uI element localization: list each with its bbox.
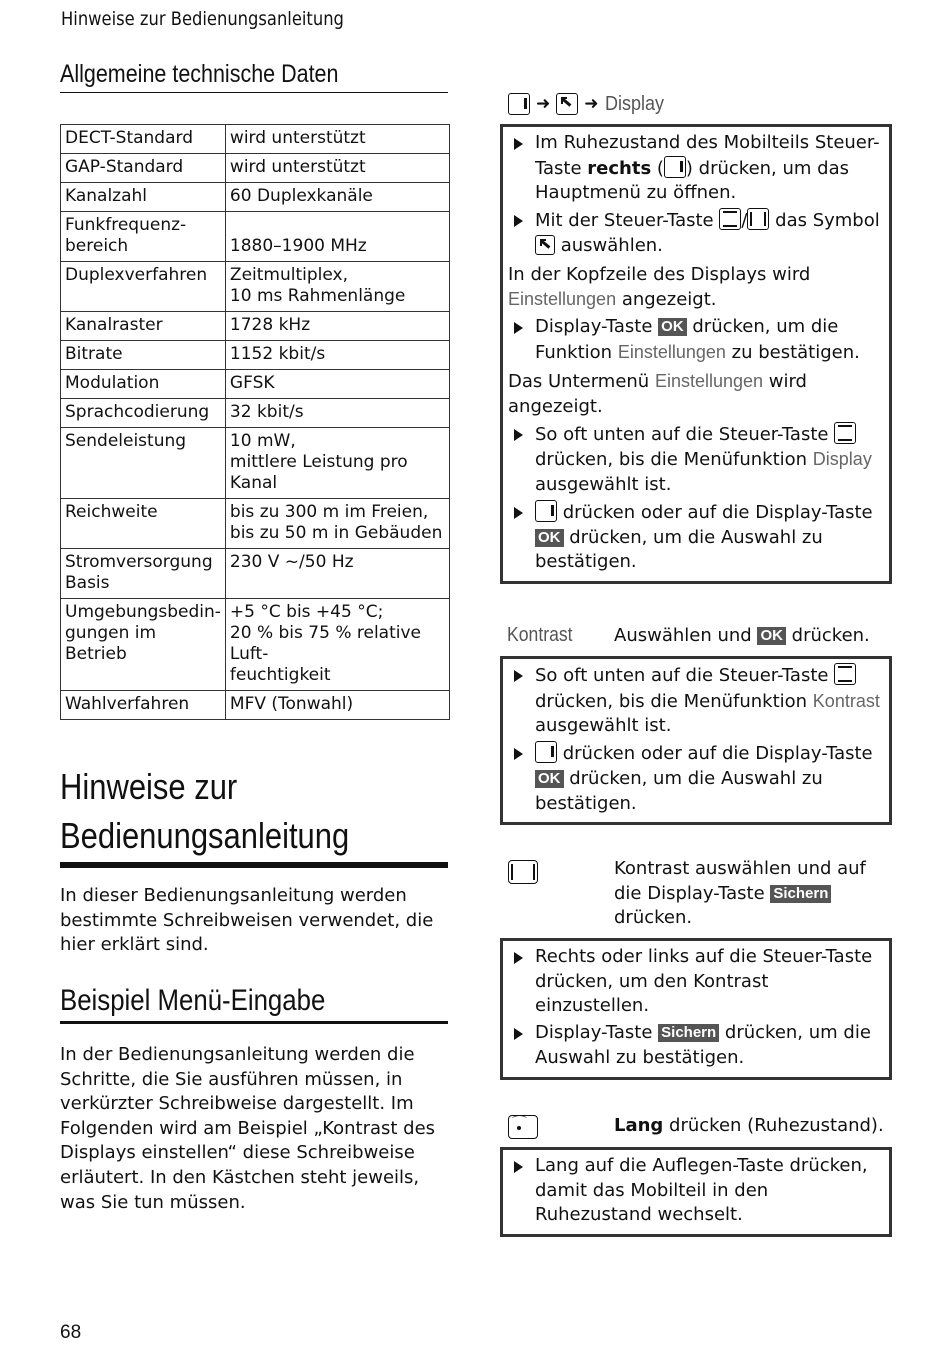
table-key-cell: Funkfrequenz- bereich [61,212,226,262]
ok-softkey: OK [535,529,564,547]
table-value-cell: wird unterstützt [225,125,449,154]
settings-tool-icon [535,235,555,255]
list-item: Rechts oder links auf die Steuer-Taste drücken, um den Kontrast einzustellen. [503,945,889,1019]
table-key-cell: Bitrate [61,341,226,370]
beispiel-heading: Beispiel Menü-Eingabe [60,984,448,1024]
table-key-cell: Modulation [61,370,226,399]
running-head: Hinweise zur Bedienungsanleitung [61,8,344,30]
tech-heading: Allgemeine technische Daten [60,60,448,93]
table-value-cell: 60 Duplexkanäle [225,183,449,212]
table-value-cell: Zeitmultiplex, 10 ms Rahmenlänge [225,262,449,312]
table-key-cell: DECT-Standard [61,125,226,154]
ok-softkey: OK [658,318,687,336]
list-item: So oft unten auf die Steuer-Taste drücken, bis die Menüfunktion Display ausgewählt ist. [503,422,889,498]
control-key-updown-icon [719,208,741,230]
table-value-cell: 1728 kHz [225,312,449,341]
table-value-cell: 10 mW, mittlere Leistung pro Kanal [225,428,449,499]
table-key-cell: GAP-Standard [61,154,226,183]
table-row [61,312,450,341]
instruction-box-2 [500,656,892,825]
control-key-right-icon [535,741,557,763]
menu-key-right-icon [508,93,530,115]
table-row [61,691,450,720]
list-item: Display-Taste Sichern drücken, um die Auswahl zu bestätigen. [503,1021,889,1070]
table-row [61,212,450,262]
hinweise-intro: In dieser Bedienungsanleitung werden bestimmte Schreibweisen verwendet, die hier erklärt sind. [60,885,434,955]
table-key-cell: Sprachcodierung [61,399,226,428]
instruction-box-4 [500,1147,892,1237]
table-key-cell: Reichweite [61,499,226,549]
ok-softkey: OK [535,770,564,788]
end-call-key-icon [508,1115,538,1139]
list-item: Im Ruhezustand des Mobilteils Steuer-Taste rechts ( ) drücken, um das Hauptmenü zu öffnen. [503,131,889,206]
menu-path-target: Display [604,92,664,115]
kontrast-select-instruction: Kontrast auswählen und auf die Display-Taste Sichern drücken. [614,858,866,929]
list-item: Mit der Steuer-Taste / das Symbol auswählen. [503,208,889,258]
arrow-icon: ➜ [536,94,551,114]
table-row [61,341,450,370]
table-row [61,183,450,212]
control-key-right-icon [664,156,686,178]
control-key-down-icon [834,663,856,685]
instruction-box-1 [500,124,892,584]
table-key-cell: Sendeleistung [61,428,226,499]
table-row [61,428,450,499]
sichern-softkey: Sichern [770,885,831,903]
control-key-leftright-icon [747,208,769,230]
list-item: drücken oder auf die Display-Taste OK drücken, um die Auswahl zu bestätigen. [503,741,889,816]
table-key-cell: Stromversorgung Basis [61,549,226,599]
instruction-box-3 [500,938,892,1080]
control-key-down-icon [834,422,856,444]
table-value-cell: 32 kbit/s [225,399,449,428]
control-key-leftright-icon [508,860,538,884]
list-item: drücken oder auf die Display-Taste OK drücken, um die Auswahl zu bestätigen. [503,500,889,575]
table-value-cell: 1880–1900 MHz [225,212,449,262]
hinweise-heading: Hinweise zur Bedienungsanleitung [60,762,448,868]
table-value-cell: wird unterstützt [225,154,449,183]
menu-path [508,90,670,118]
page-number: 68 [60,1322,82,1343]
tech-table [60,124,450,720]
table-value-cell: bis zu 300 m im Freien, bis zu 50 m in Gebäuden [225,499,449,549]
table-value-cell: GFSK [225,370,449,399]
table-key-cell: Duplexverfahren [61,262,226,312]
kontrast-label: Kontrast [507,624,573,646]
table-row [61,399,450,428]
control-key-right-icon [535,500,557,522]
arrow-icon: ➜ [584,94,599,114]
table-value-cell: +5 °C bis +45 °C; 20 % bis 75 % relative Luft- feuchtigkeit [225,599,449,691]
table-row [61,370,450,399]
kontrast-instruction: Auswählen und OK drücken. [614,625,870,646]
table-key-cell: Kanalzahl [61,183,226,212]
table-value-cell: MFV (Tonwahl) [225,691,449,720]
end-key-instruction: Lang drücken (Ruhezustand). [614,1115,884,1136]
settings-tool-icon [556,93,578,115]
paragraph: In der Kopfzeile des Displays wird Einstellungen angezeigt. [508,263,811,311]
table-row [61,125,450,154]
beispiel-text: In der Bedienungsanleitung werden die Schritte, die Sie ausführen müssen, in verkürzter Schreibweise dargestellt. Im Folgenden wird am Beispiel „Kontrast des Displays einstellen“ diese Schreibweise erläutert. In den Kästchen steht jeweils, was Sie tun müssen. [60,1044,436,1213]
table-row [61,154,450,183]
table-key-cell: Kanalraster [61,312,226,341]
table-value-cell: 230 V ~/50 Hz [225,549,449,599]
list-item: Display-Taste OK drücken, um die Funktion Einstellungen zu bestätigen. [503,315,889,365]
table-row [61,262,450,312]
sichern-softkey: Sichern [658,1024,719,1042]
paragraph: Das Untermenü Einstellungen wird angezeigt. [508,371,807,418]
list-item: So oft unten auf die Steuer-Taste drücken, bis die Menüfunktion Kontrast ausgewählt ist. [503,663,889,739]
table-key-cell: Umgebungsbedin- gungen im Betrieb [61,599,226,691]
table-key-cell: Wahlverfahren [61,691,226,720]
table-row [61,549,450,599]
list-item: Lang auf die Auflegen-Taste drücken, damit das Mobilteil in den Ruhezustand wechselt. [503,1154,889,1228]
table-row [61,599,450,691]
ok-softkey: OK [757,627,786,645]
table-row [61,499,450,549]
table-value-cell: 1152 kbit/s [225,341,449,370]
